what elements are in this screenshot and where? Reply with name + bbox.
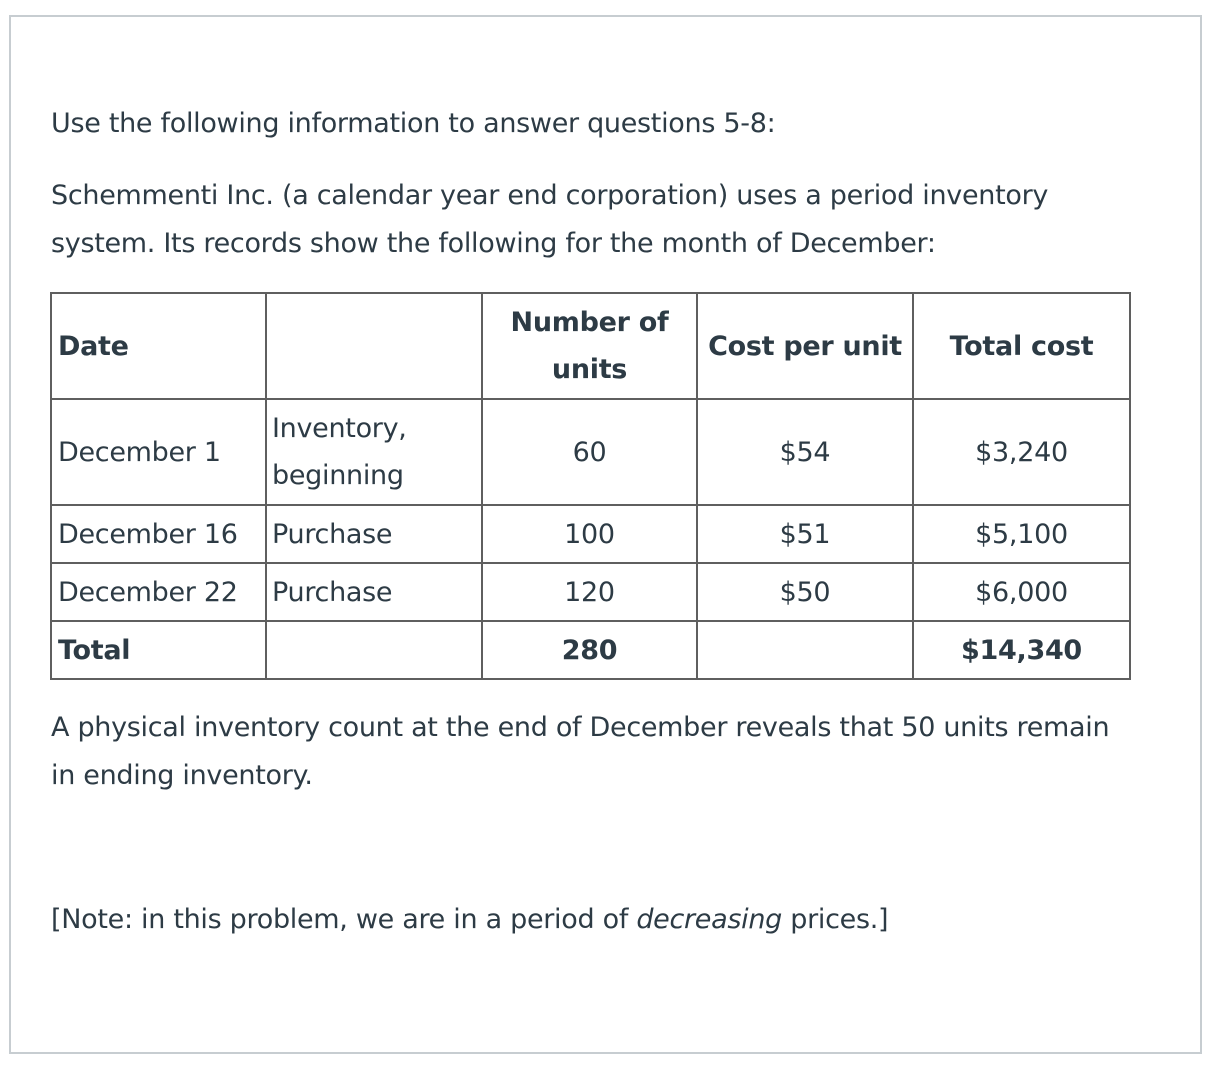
row-units: 120 <box>482 563 697 621</box>
total-cost-per-unit <box>697 621 913 679</box>
row-description <box>266 399 482 505</box>
note-text <box>51 896 888 944</box>
intro-text: Use the following information to answer questions 5-8: <box>51 108 776 139</box>
row-total-cost: $3,240 <box>913 399 1130 505</box>
total-units: 280 <box>482 621 697 679</box>
closing-line-2: in ending inventory. <box>51 760 313 791</box>
table-row <box>51 563 1130 621</box>
table-header-row <box>51 293 1130 399</box>
header-units-line-2: units <box>551 354 628 385</box>
row-cost-per-unit: $54 <box>697 399 913 505</box>
header-units-line-1: Number of <box>510 307 669 338</box>
row-date: December 16 <box>51 505 266 563</box>
closing-text <box>51 704 1109 800</box>
table-row <box>51 399 1130 505</box>
row-description-line-2: beginning <box>272 460 404 491</box>
row-description-line-1: Inventory, <box>272 413 407 444</box>
header-cost-per-unit: Cost per unit <box>697 293 913 399</box>
header-units <box>482 293 697 399</box>
row-description: Purchase <box>266 505 482 563</box>
header-description <box>266 293 482 399</box>
row-description: Purchase <box>266 563 482 621</box>
table-row <box>51 505 1130 563</box>
table-total-row <box>51 621 1130 679</box>
row-cost-per-unit: $51 <box>697 505 913 563</box>
note-before: [Note: in this problem, we are in a period of <box>51 904 637 935</box>
row-units: 100 <box>482 505 697 563</box>
total-cost: $14,340 <box>913 621 1130 679</box>
header-date: Date <box>51 293 266 399</box>
row-cost-per-unit: $50 <box>697 563 913 621</box>
header-total-cost: Total cost <box>913 293 1130 399</box>
note-emphasis: decreasing <box>636 904 782 935</box>
note-after: prices.] <box>781 904 889 935</box>
row-total-cost: $5,100 <box>913 505 1130 563</box>
description-line-2: system. Its records show the following for the month of December: <box>51 228 936 259</box>
description-text <box>51 172 1048 268</box>
total-description <box>266 621 482 679</box>
total-label: Total <box>51 621 266 679</box>
description-line-1: Schemmenti Inc. (a calendar year end corporation) uses a period inventory <box>51 180 1049 211</box>
inventory-table <box>50 292 1131 680</box>
row-date: December 1 <box>51 399 266 505</box>
closing-line-1: A physical inventory count at the end of December reveals that 50 units remain <box>51 712 1110 743</box>
row-date: December 22 <box>51 563 266 621</box>
row-total-cost: $6,000 <box>913 563 1130 621</box>
row-units: 60 <box>482 399 697 505</box>
